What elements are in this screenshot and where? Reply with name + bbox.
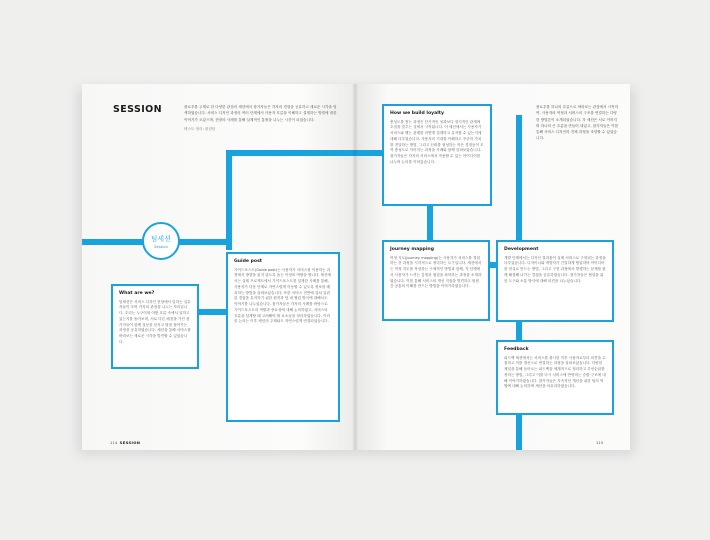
box-title: What are we? <box>119 291 155 296</box>
box-title: Guide post <box>234 259 262 264</box>
box-title: Journey mapping <box>390 247 434 252</box>
what-are-we-box <box>111 284 199 369</box>
circle-label: 팀세션 <box>150 235 171 243</box>
intro-paragraph <box>184 104 340 132</box>
box-title: How we build loyalty <box>390 111 444 116</box>
box-body: 피드백 세션에서는 서비스를 출시한 이후 사용자로부터 의견을 수집하고 이를 개선으로 연결하는 과정을 살펴보았습니다. 다양한 채널을 통해 들어오는 피드백을 체계적으로 정리하고 우선순위를 정하는 방법, 그리고 이를 다시 서비스에 반영하는 순환 구조에 대해 이야기하였습니다. 참가자들은 지속적인 개선을 위한 팀의 역할에 대해 논의하며 세션을 마무리하였습니다. <box>504 355 606 389</box>
folio-number: 115 <box>596 440 604 445</box>
box-body: 충성도를 쌓는 과정은 단기적인 성과보다 장기적인 관계에 초점을 맞추는 것에서 시작됩니다. 이 세션에서는 사용자가 서비스와 맺는 관계를 어떻게 설계하고 유지할 수 있는지에 대해 다루었습니다. 사용자의 기대를 이해하고 꾸준히 가치를 전달하는 방법, 그리고 신뢰를 형성하는 작은 경험들이 모여 충성도로 이어지는 과정을 사례와 함께 살펴보았습니다. 참가자들은 각자의 서비스에서 적용할 수 있는 아이디어를 나누며 논의를 이어갔습니다. <box>390 119 484 164</box>
flow-line <box>226 150 232 250</box>
intro-text: 플로우를 주제로 한 다양한 관점의 세션에서 참가자들은 각자의 경험을 공유하고 새로운 시각을 탐색하였습니다. 서비스 디자인 과정의 여러 단계에서 사용자 흐름을 이해하고 설계하는 방법에 대한 이야기가 오갔으며, 현장의 사례를 통해 실제적인 통찰을 나누는 시간이 되었습니다. <box>184 105 337 122</box>
intro-credit: 텍스트 정리: 편집팀 <box>184 126 216 131</box>
development-box <box>496 240 614 322</box>
box-body: 개발 단계에서는 디자인 결과물이 실제 서비스로 구현되는 과정을 다루었습니다. 디자이너와 개발자가 긴밀하게 협업하며 아이디어를 현실로 만드는 방법, 그리고 구현 과정에서 발생하는 문제를 함께 해결해 나가는 경험을 공유하였습니다. 참가자들은 협업을 위한 도구와 소통 방식에 대해 의견을 나누었습니다. <box>504 255 606 283</box>
how-we-build-box <box>382 104 492 206</box>
left-folio <box>110 440 140 445</box>
session-circle <box>142 222 180 260</box>
spine-gutter <box>352 84 358 450</box>
side-note: 플로우를 하나의 흐름으로 바라보는 관점에서 시작하여, 사용자의 여정과 서비스의 구조를 연결하는 다양한 방법론이 소개되었습니다. 각 세션은 서로 이어지며 하나의 큰 흐름을 만들어 내었고, 참가자들은 이를 통해 서비스 디자인의 전체 과정을 조망할 수 있었습니다. <box>536 105 619 141</box>
right-folio <box>596 440 603 445</box>
folio-number: 114 <box>110 440 118 445</box>
section-title: SESSION <box>113 104 162 115</box>
flow-line <box>226 150 386 156</box>
box-body: 여정 지도(Journey mapping)는 사용자가 서비스를 경험하는 전 과정을 시각적으로 정리하는 도구입니다. 세션에서는 여정 지도를 작성하는 구체적인 방법과 함께, 각 단계에서 사용자가 느끼는 감정과 접점을 파악하는 과정을 소개하였습니다. 이를 통해 서비스의 개선 지점을 발견하고 팀원 간 공통의 이해를 만드는 방법을 이야기하였습니다. <box>390 255 482 289</box>
box-body: 팀세션은 서비스 디자인 현장에서 일하는 실무자들이 모여 각자의 관점을 나누는 자리입니다. 우리는 누구이며 어떤 흐름 속에서 일하고 있는지를 돌아보며, 서로 다른 배경을 가진 참가자들이 함께 질문을 던지고 답을 찾아가는 과정을 공유하였습니다. 세션을 통해 서비스를 바라보는 새로운 시각을 발견할 수 있었습니다. <box>119 299 191 344</box>
folio-section: SESSION <box>119 440 141 445</box>
box-title: Development <box>504 247 539 252</box>
box-body: 가이드포스트(Guide post)는 사용자가 서비스를 이용하는 과정에서 방향을 잃지 않도록 돕는 이정표 역할을 합니다. 세션에서는 실제 프로젝트에서 가이드포스트를 설계한 사례를 통해, 사용자가 다음 단계로 자연스럽게 이동할 수 있도록 정보를 배치하는 방법을 살펴보았습니다. 또한 서비스 전반에 걸쳐 일관된 경험을 유지하기 위한 원칙과 팀 내 협업 방식에 대해서도 이야기를 나누었습니다. 참가자들은 각자의 사례를 바탕으로 가이드포스트의 역할과 중요성에 대해 논의하였고, 서비스의 흐름을 설계할 때 고려해야 할 요소들을 정리하였습니다. 이러한 논의는 이후 세션의 주제와도 자연스럽게 연결되었습니다. <box>234 267 332 324</box>
guide-post-box <box>226 252 340 422</box>
circle-sublabel: Session <box>154 245 168 249</box>
box-title: Feedback <box>504 347 529 352</box>
feedback-box <box>496 340 614 415</box>
journey-mapping-box <box>382 240 490 321</box>
